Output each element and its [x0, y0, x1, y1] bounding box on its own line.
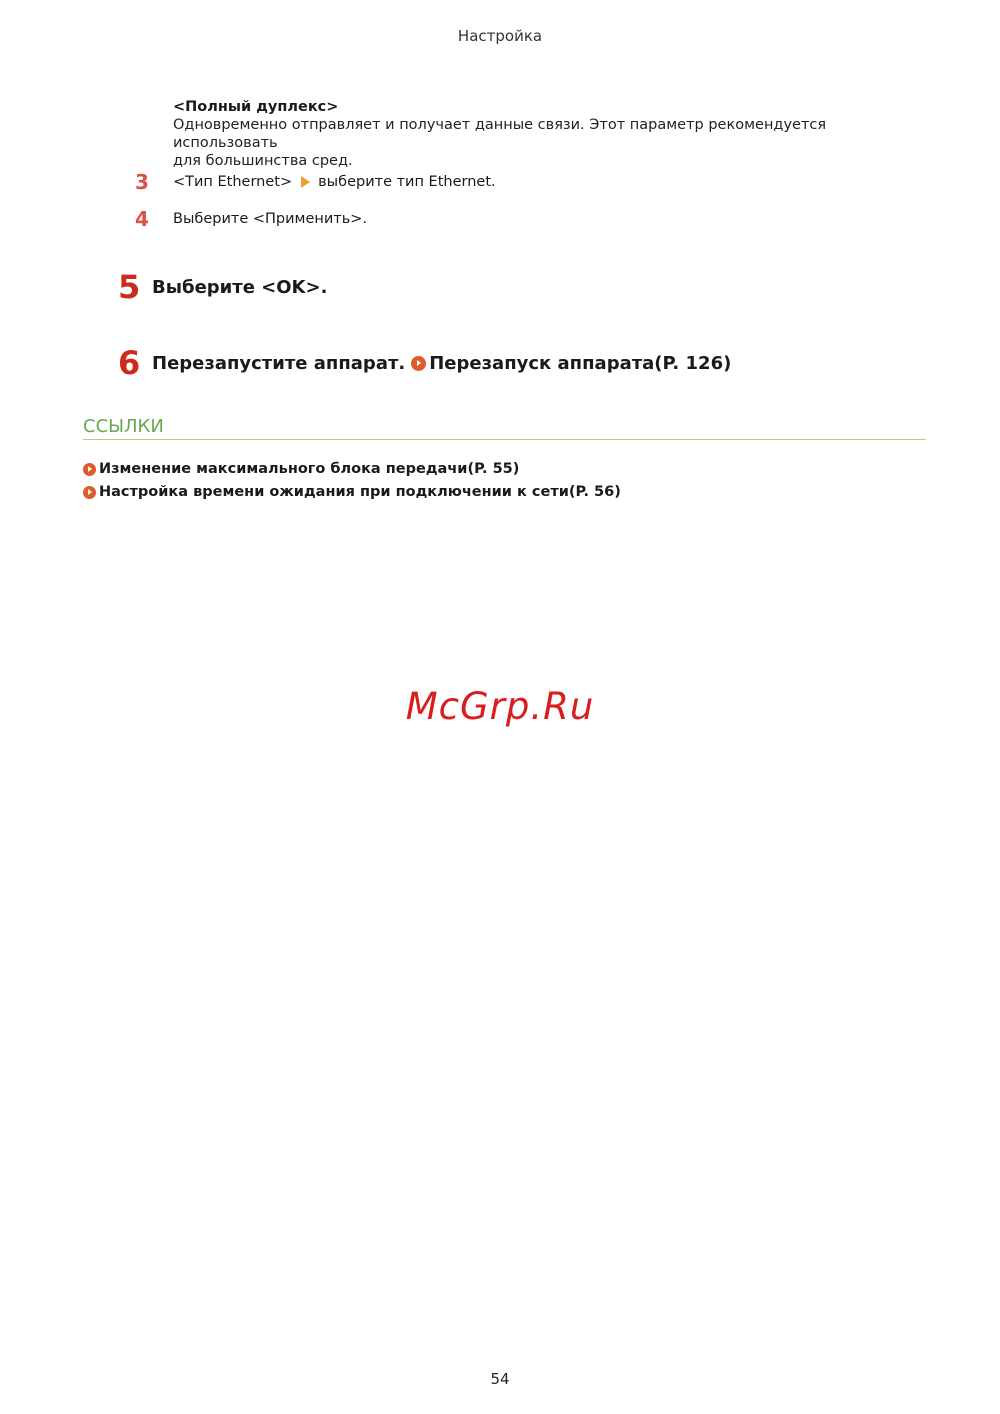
- link-arrow-icon: [411, 356, 426, 371]
- substep-instruction: выберите тип Ethernet.: [318, 174, 496, 190]
- link-text[interactable]: Настройка времени ожидания при подключении к сети(P. 56): [99, 484, 621, 500]
- restart-link[interactable]: Перезапуск аппарата(P. 126): [429, 352, 732, 374]
- page-header-title: Настройка: [457, 27, 543, 45]
- step-text: [152, 353, 731, 374]
- link-item-mtu[interactable]: [83, 461, 923, 477]
- triangle-right-icon: [301, 176, 310, 188]
- substep-3: [135, 170, 935, 194]
- step-text: Выберите <OK>.: [152, 276, 328, 298]
- link-arrow-icon: [83, 486, 96, 499]
- substep-4: [135, 207, 935, 231]
- links-divider: [83, 439, 926, 440]
- watermark: McGrp.Ru: [405, 685, 595, 728]
- substep-number: 4: [135, 207, 149, 231]
- step-5: [118, 268, 938, 306]
- step-number: 6: [118, 344, 141, 382]
- links-heading: ССЫЛКИ: [83, 416, 164, 437]
- duplex-description: [173, 98, 933, 170]
- page-number: 54: [490, 1370, 510, 1388]
- step-6: [118, 344, 938, 382]
- substep-menu-label: <Тип Ethernet>: [173, 174, 293, 190]
- link-item-timeout[interactable]: [83, 484, 923, 500]
- substep-text: Выберите <Применить>.: [173, 211, 368, 227]
- link-arrow-icon: [83, 463, 96, 476]
- link-text[interactable]: Изменение максимального блока передачи(P. 55): [99, 461, 520, 477]
- duplex-desc-line2: для большинства сред.: [173, 153, 353, 169]
- step-instruction: Перезапустите аппарат.: [152, 352, 406, 374]
- substep-text: [173, 174, 496, 190]
- substep-number: 3: [135, 170, 149, 194]
- duplex-desc-line1: Одновременно отправляет и получает данные связи. Этот параметр рекомендуется использовать: [173, 117, 827, 151]
- duplex-title: <Полный дуплекс>: [173, 99, 339, 115]
- step-number: 5: [118, 268, 141, 306]
